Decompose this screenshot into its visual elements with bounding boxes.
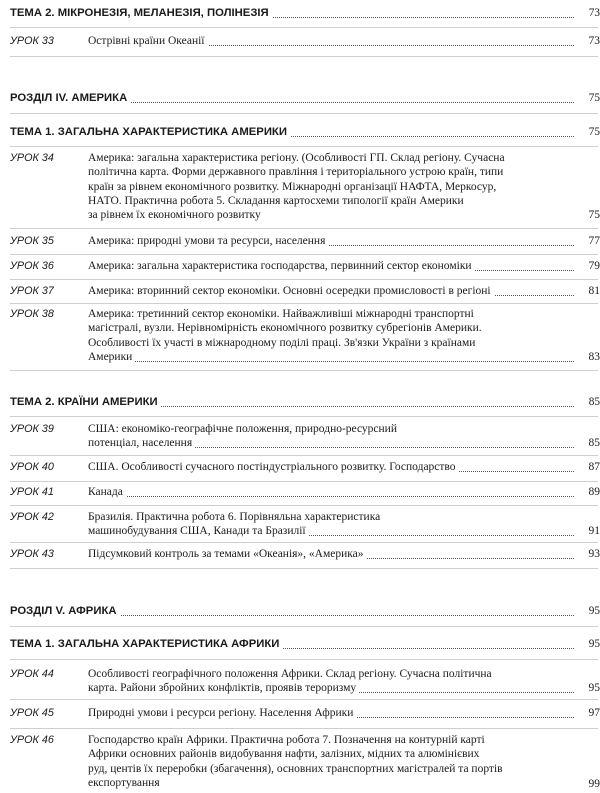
lesson-label: УРОК 39 (10, 423, 54, 435)
entry-line: за рівнем їх економічного розвитку (88, 209, 261, 222)
page-number: 89 (588, 486, 600, 498)
entry-line: Особливості їх участі в міжнародному поділі праці. Зв'язки України з країнами (88, 336, 476, 349)
page-number: 75 (588, 209, 600, 221)
entry-line: Африки основних районів видобування нафти, залізних, мідних та алюмінієвих (88, 748, 480, 761)
divider (10, 416, 598, 417)
heading-text: ТЕМА 2. КРАЇНИ АМЕРИКИ (10, 395, 161, 409)
lesson-label: УРОК 33 (10, 35, 54, 47)
entry-line: руд, центів їх переробки (збагачення), основних транспортних магістралей та портів (88, 762, 503, 775)
entry-line: Америка: загальна характеристика регіону. (Особливості ГП. Склад регіону. Сучасна (88, 152, 505, 164)
divider (10, 113, 598, 114)
divider (10, 481, 598, 482)
divider (10, 303, 598, 304)
divider (10, 455, 598, 456)
page-number: 75 (588, 126, 600, 138)
divider (10, 27, 598, 28)
entry-line: Господарство країн Африки. Практична робота 7. Позначення на контурній карті (88, 734, 485, 746)
entry-line: Америки (88, 351, 135, 363)
page-number: 79 (588, 260, 600, 272)
entry-line: Канада (88, 486, 126, 498)
heading-text: ТЕМА 1. ЗАГАЛЬНА ХАРАКТЕРИСТИКА АФРИКИ (10, 637, 282, 651)
page-number: 85 (588, 437, 600, 449)
page-number: 73 (588, 7, 600, 19)
entry-line: США. Особливості сучасного постіндустріального розвитку. Господарство (88, 461, 459, 473)
entry-line: машинобудування США, Канади та Бразилії (88, 525, 309, 537)
lesson-label: УРОК 35 (10, 235, 54, 247)
page-number: 83 (588, 351, 600, 363)
page-number: 91 (588, 525, 600, 537)
entry-line: Острівні країни Океанії (88, 35, 208, 47)
divider (10, 254, 598, 255)
lesson-label: УРОК 41 (10, 486, 54, 498)
entry-line: США: економіко-географічне положення, природно-ресурсний (88, 423, 397, 435)
entry-line: Підсумковий контроль за темами «Океанія», «Америка» (88, 548, 367, 560)
page-number: 85 (588, 396, 600, 408)
entry-line: Особливості географічного положення Африки. Склад регіону. Сучасна політична (88, 668, 492, 680)
entry-line: потенціал, населення (88, 437, 195, 449)
entry-line: експортування (88, 777, 163, 789)
entry-line: карта. Райони збройних конфліктів, проявів тероризму (88, 682, 359, 694)
divider (10, 228, 598, 229)
heading-text: ТЕМА 1. ЗАГАЛЬНА ХАРАКТЕРИСТИКА АМЕРИКИ (10, 125, 290, 139)
lesson-label: УРОК 34 (10, 152, 54, 164)
divider (10, 626, 598, 627)
entry-line: Америка: третинний сектор економіки. Найважливіші міжнародні транспортні (88, 308, 474, 320)
heading-text: ТЕМА 2. МІКРОНЕЗІЯ, МЕЛАНЕЗІЯ, ПОЛІНЕЗІЯ (10, 6, 272, 20)
lesson-label: УРОК 45 (10, 707, 54, 719)
divider (10, 542, 598, 543)
lesson-label: УРОК 46 (10, 734, 54, 746)
divider (10, 56, 598, 57)
entry-line: Природні умови і ресурси регіону. Населення Африки (88, 707, 356, 719)
page-number: 73 (588, 35, 600, 47)
page-number: 93 (588, 548, 600, 560)
divider (10, 279, 598, 280)
divider (10, 146, 598, 147)
lesson-label: УРОК 44 (10, 668, 54, 680)
page-number: 95 (588, 605, 600, 617)
entry-line: політична карта. Форми державного правління і територіального устрою країн, типи (88, 166, 504, 179)
entry-line: магістралі, вузли. Нерівномірність економічного розвитку субрегіонів Америки. (88, 322, 482, 335)
divider (10, 370, 598, 371)
divider (10, 659, 598, 660)
page-number: 87 (588, 461, 600, 473)
page-number: 81 (588, 285, 600, 297)
page-number: 99 (588, 778, 600, 790)
lesson-label: УРОК 40 (10, 461, 54, 473)
page-number: 95 (588, 682, 600, 694)
divider (10, 568, 598, 569)
entry-line: НАТО. Практична робота 5. Складання картосхеми типології країн Америки (88, 194, 464, 207)
divider (10, 699, 598, 700)
page-number: 97 (588, 707, 600, 719)
lesson-label: УРОК 43 (10, 548, 54, 560)
divider (10, 728, 598, 729)
heading-text: РОЗДІЛ V. АФРИКА (10, 604, 120, 618)
lesson-label: УРОК 42 (10, 511, 54, 523)
entry-line: Америка: загальна характеристика господарства, первинний сектор економіки (88, 260, 475, 272)
page-number: 77 (588, 235, 600, 247)
entry-line: Бразилія. Практична робота 6. Порівняльна характеристика (88, 511, 381, 523)
divider (10, 505, 598, 506)
lesson-label: УРОК 36 (10, 260, 54, 272)
entry-line: Америка: вторинний сектор економіки. Основні осередки промисловості в регіоні (88, 285, 494, 297)
page-number: 75 (588, 92, 600, 104)
lesson-label: УРОК 37 (10, 285, 54, 297)
heading-text: РОЗДІЛ IV. АМЕРИКА (10, 91, 130, 105)
entry-line: Америка: природні умови та ресурси, населення (88, 235, 328, 247)
lesson-label: УРОК 38 (10, 308, 54, 320)
entry-line: країн за рівнем економічного розвитку. Міжнародні організації НАФТА, Меркосур, (88, 180, 497, 193)
page-number: 95 (588, 638, 600, 650)
